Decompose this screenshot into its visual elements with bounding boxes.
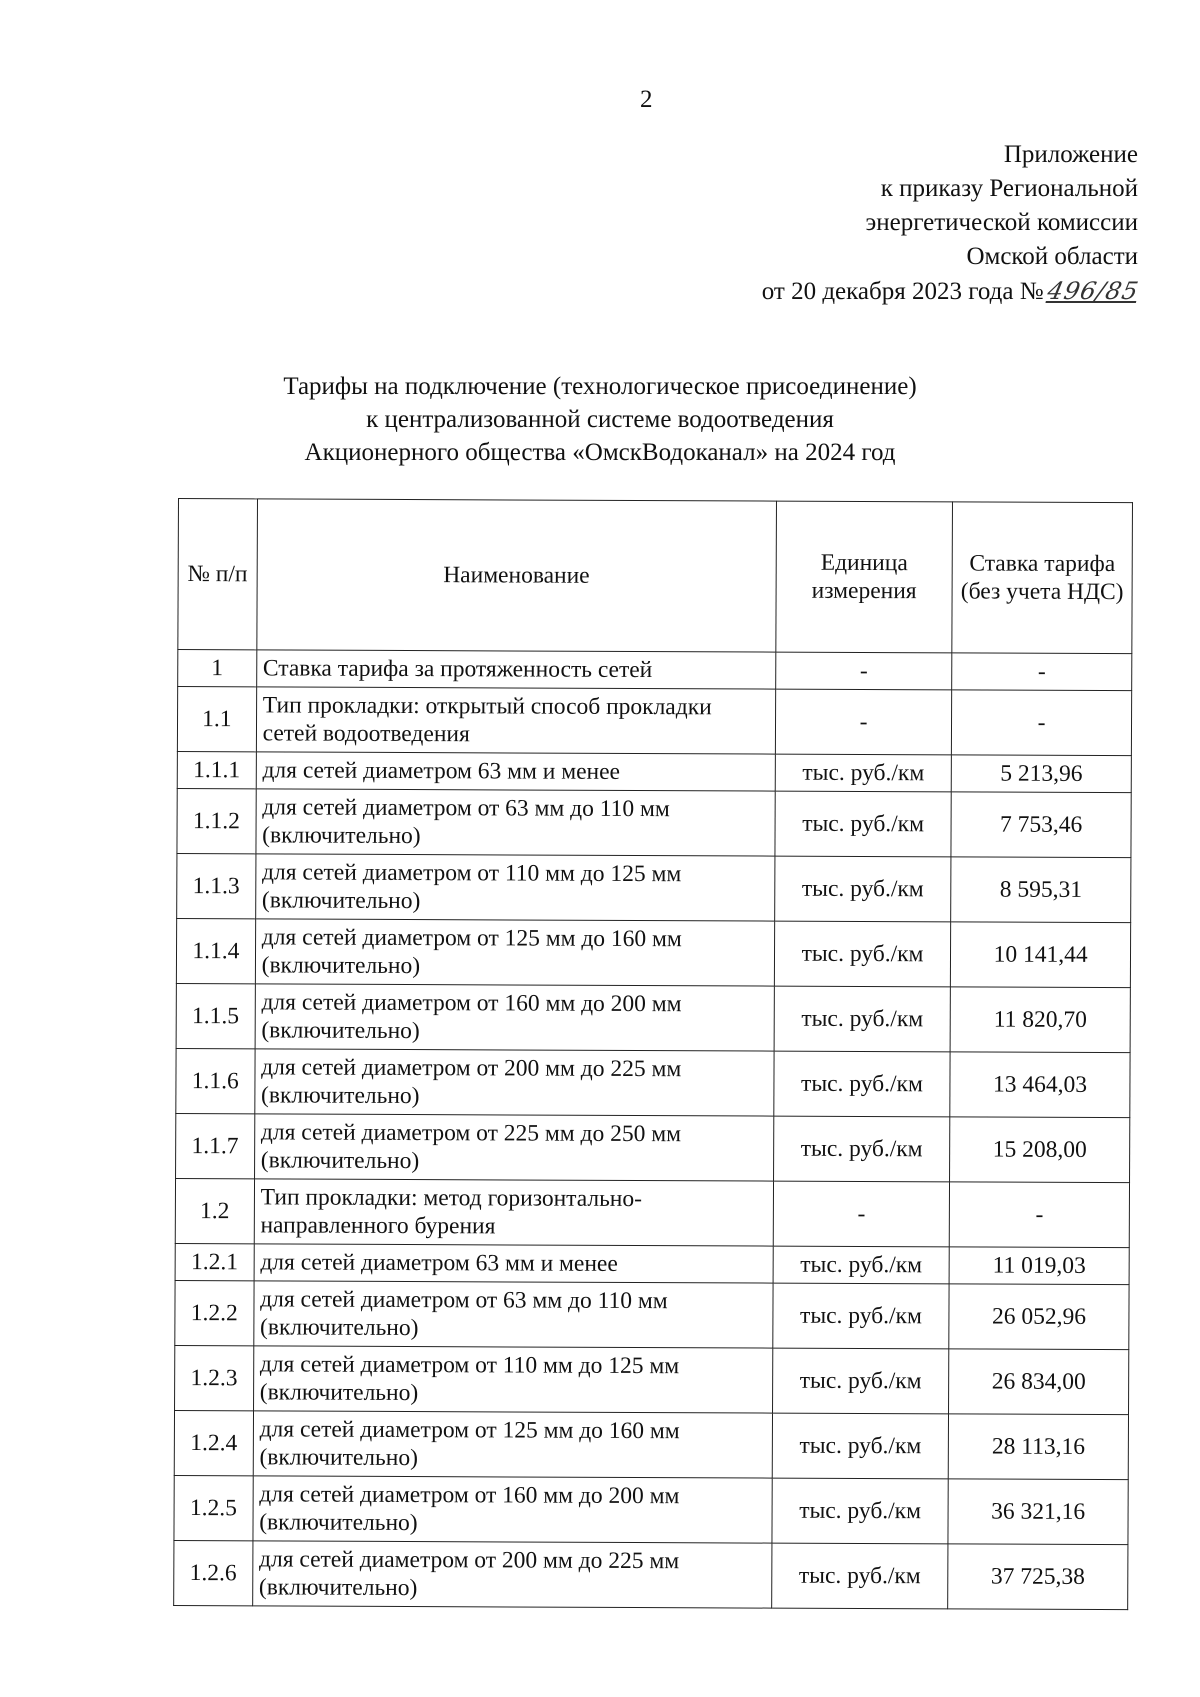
table-row [175,1178,1129,1247]
row-name: для сетей диаметром от 160 мм до 200 мм (включительно) [253,1476,772,1543]
title-line: к централизованной системе водоотведения [366,406,834,433]
row-name: для сетей диаметром от 225 мм до 250 мм (включительно) [254,1114,773,1181]
header-rate: Ставка тарифа (без учета НДС) [952,502,1132,654]
row-number: 1.2.6 [174,1540,253,1605]
row-name: для сетей диаметром от 200 мм до 225 мм (включительно) [255,1049,774,1116]
row-name: для сетей диаметром от 63 мм до 110 мм (включительно) [253,1281,772,1348]
document-title [0,370,1200,469]
row-name: для сетей диаметром от 63 мм до 110 мм (включительно) [256,789,775,856]
row-rate: 11 019,03 [949,1247,1129,1285]
table-row [174,1475,1128,1544]
row-unit: тыс. руб./км [775,754,951,792]
table-row [174,1410,1128,1479]
table-header-row [178,499,1133,654]
row-number: 1.1.4 [176,918,255,983]
page-number: 2 [640,86,653,113]
row-number: 1.2 [175,1178,254,1243]
row-rate: - [952,653,1132,691]
table-row [177,853,1131,922]
row-number: 1.2.3 [175,1345,254,1410]
row-name: для сетей диаметром от 110 мм до 125 мм (включительно) [253,1346,772,1413]
row-name: Тип прокладки: метод горизонтально-направленного бурения [254,1179,773,1246]
row-number: 1.1.5 [176,983,255,1048]
table-row [175,1280,1129,1349]
row-unit: - [775,689,952,755]
row-name: для сетей диаметром 63 мм и менее [254,1244,773,1283]
row-rate: - [949,1182,1129,1248]
row-rate: 26 052,96 [949,1284,1129,1350]
row-unit: тыс. руб./км [772,1478,949,1544]
row-unit: тыс. руб./км [773,1116,950,1182]
row-name: для сетей диаметром от 160 мм до 200 мм (включительно) [255,984,774,1051]
row-name: Тип прокладки: открытый способ прокладки сетей водоотведения [256,687,775,754]
title-line: Тарифы на подключение (технологическое присоединение) [283,373,917,400]
row-unit: тыс. руб./км [775,791,952,857]
row-number: 1.2.5 [174,1475,253,1540]
row-rate: 11 820,70 [950,987,1130,1053]
table-row [177,687,1131,756]
order-date: от 20 декабря 2023 года № [761,278,1044,305]
table-row [176,918,1130,987]
row-name: Ставка тарифа за протяженность сетей [256,650,775,689]
row-number: 1.1.6 [176,1048,255,1113]
appendix-line: Приложение [1003,141,1138,168]
appendix-block [761,138,1141,309]
table-row [176,1113,1130,1182]
tariff-table [173,498,1133,1610]
row-rate: 8 595,31 [951,857,1131,923]
row-unit: тыс. руб./км [772,1413,949,1479]
row-rate: 15 208,00 [950,1117,1130,1183]
row-number: 1.1.3 [177,853,256,918]
row-unit: тыс. руб./км [775,856,952,922]
row-unit: тыс. руб./км [774,921,951,987]
row-rate: 36 321,16 [948,1479,1128,1545]
table-row [177,788,1131,857]
row-name: для сетей диаметром 63 мм и менее [256,752,775,791]
row-name: для сетей диаметром от 125 мм до 160 мм (включительно) [253,1411,772,1478]
row-unit: - [776,652,952,690]
header-name: Наименование [257,499,777,652]
row-rate: 7 753,46 [951,792,1131,858]
row-rate: 10 141,44 [951,922,1131,988]
row-number: 1.1.7 [176,1113,255,1178]
appendix-line: энергетической комиссии [865,209,1138,236]
row-number: 1.2.4 [174,1410,253,1475]
table-body [174,650,1132,1610]
row-number: 1 [178,650,257,687]
appendix-date-line [761,274,1141,309]
table-row [175,1345,1129,1414]
row-unit: тыс. руб./км [772,1543,949,1609]
row-rate: 37 725,38 [948,1544,1128,1610]
header-unit: Единица измерения [776,501,953,653]
row-number: 1.1.2 [177,788,256,853]
row-rate: 28 113,16 [948,1414,1128,1480]
row-unit: тыс. руб./км [772,1348,949,1414]
table-row [176,1048,1130,1117]
row-number: 1.1 [177,687,256,752]
row-rate: 5 213,96 [951,755,1131,793]
row-unit: - [773,1181,950,1247]
table-row [176,983,1130,1052]
row-rate: - [952,690,1132,756]
appendix-line: Омской области [966,243,1138,270]
row-name: для сетей диаметром от 110 мм до 125 мм (включительно) [255,854,774,921]
row-name: для сетей диаметром от 200 мм до 225 мм (включительно) [252,1541,771,1608]
title-line: Акционерного общества «ОмскВодоканал» на 2024 год [304,439,896,466]
table-row [178,650,1132,691]
row-unit: тыс. руб./км [774,1051,951,1117]
table-row [175,1243,1129,1284]
table-row [174,1540,1128,1609]
row-unit: тыс. руб./км [773,1246,949,1284]
handwritten-order-number: 496/85 [1044,277,1141,305]
row-name: для сетей диаметром от 125 мм до 160 мм (включительно) [255,919,774,986]
appendix-line: к приказу Региональной [880,175,1138,202]
row-number: 1.2.2 [175,1280,254,1345]
row-unit: тыс. руб./км [773,1283,950,1349]
row-rate: 13 464,03 [950,1052,1130,1118]
row-unit: тыс. руб./км [774,986,951,1052]
row-rate: 26 834,00 [949,1349,1129,1415]
row-number: 1.1.1 [177,751,256,788]
table-row [177,751,1131,792]
row-number: 1.2.1 [175,1243,254,1280]
header-num: № п/п [178,499,257,650]
